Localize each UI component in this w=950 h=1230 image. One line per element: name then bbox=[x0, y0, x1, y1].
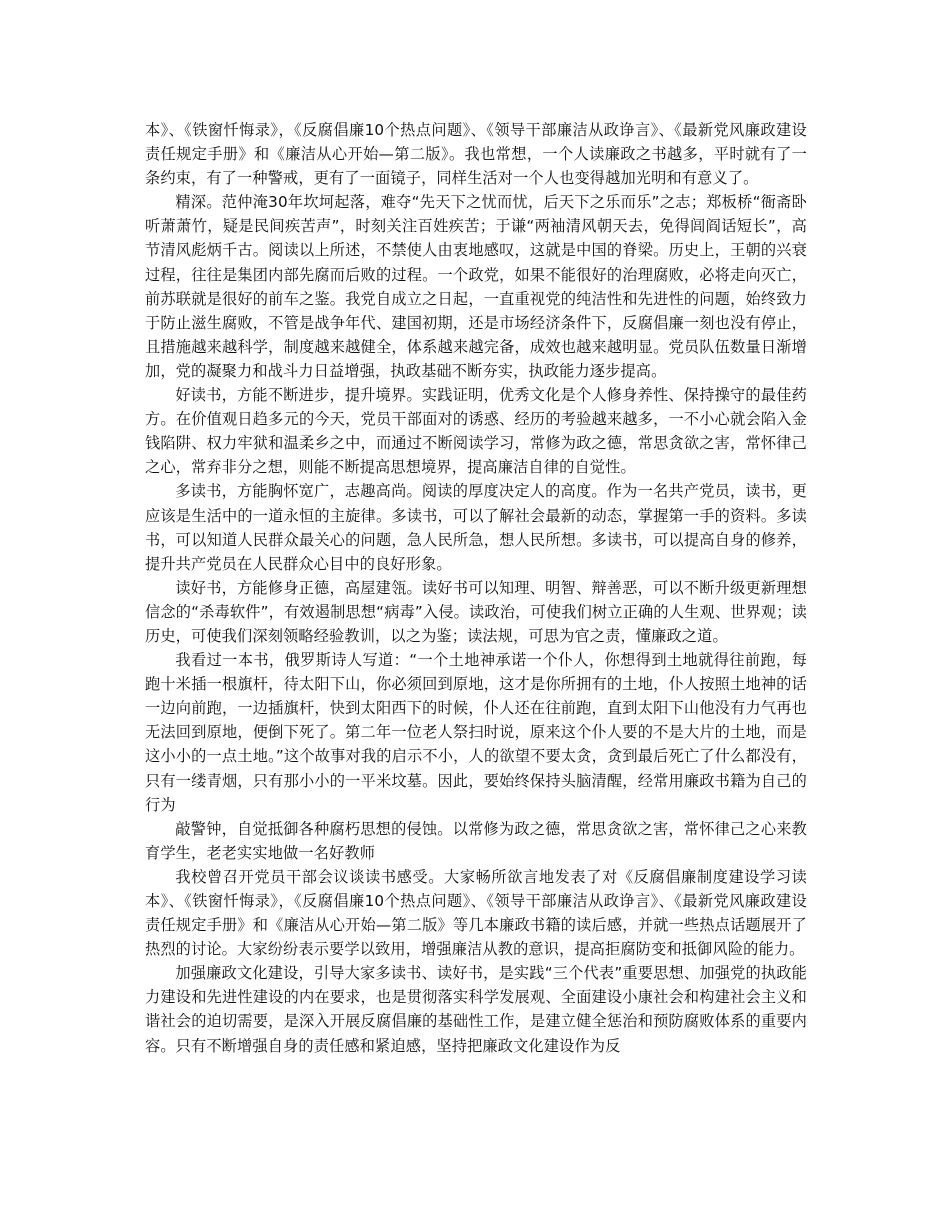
paragraph-5: 读好书，方能修身正德，高屋建瓴。读好书可以知理、明智、辩善恶，可以不断升级更新理想信念的“杀毒软件”，有效遏制思想“病毒”入侵。读政治，可使我们树立正确的人生观、世界观；读历史，可使我们深刻领略经验教训，以之为鉴；读法规，可思为官之责，懂廉政之道。 bbox=[145, 578, 807, 645]
paragraph-4: 多读书，方能胸怀宽广，志趣高尚。阅读的厚度决定人的高度。作为一名共产党员，读书，更应该是生活中的一道永恒的主旋律。多读书，可以了解社会最新的动态，掌握第一手的资料。多读书，可以知道人民群众最关心的问题，急人民所急，想人民所想。多读书，可以提高自身的修养，提升共产党员在人民群众心目中的良好形象。 bbox=[145, 482, 807, 573]
paragraph-2: 精深。范仲淹30年坎坷起落，难夺“先天下之忧而忧，后天下之乐而乐”之志；郑板桥“衙斋卧听萧萧竹，疑是民间疾苦声”，时刻关注百姓疾苦；于谦“两袖清风朝天去，免得闾阎话短长”，高节清风彪炳千古。阅读以上所述，不禁使人由衷地感叹，这就是中国的脊梁。历史上，王朝的兴衰过程，往往是集团内部先腐而后败的过程。一个政党，如果不能很好的治理腐败，必将走向灭亡，前苏联就是很好的前车之鉴。我党自成立之日起，一直重视党的纯洁性和先进性的问题，始终致力于防止滋生腐败，不管是战争年代、建国初期，还是市场经济条件下，反腐倡廉一刻也没有停止，且措施越来越科学，制度越来越健全，体系越来越完备，成效也越来越明显。党员队伍数量日渐增加，党的凝聚力和战斗力日益增强，执政基础不断夯实，执政能力逐步提高。 bbox=[145, 193, 807, 380]
document-page bbox=[145, 118, 807, 1058]
paragraph-6: 我看过一本书，俄罗斯诗人写道：“一个土地神承诺一个仆人，你想得到土地就得往前跑，每跑十米插一根旗杆，待太阳下山，你必须回到原地，这才是你所拥有的土地，仆人按照土地神的话一边向前跑，一边插旗杆，快到太阳西下的时候，仆人还在往前跑，直到太阳下山他没有力气再也无法回到原地，便倒下死了。第二年一位老人祭扫时说，原来这个仆人要的不是大片的土地，而是这小小的一点土地。”这个故事对我的启示不小，人的欲望不要太贪，贪到最后死亡了什么都没有，只有一缕青烟，只有那小小的一平米坟墓。因此，要始终保持头脑清醒，经常用廉政书籍为自己的行为 bbox=[145, 651, 807, 814]
paragraph-3: 好读书，方能不断进步，提升境界。实践证明，优秀文化是个人修身养性、保持操守的最佳药方。在价值观日趋多元的今天，党员干部面对的诱惑、经历的考验越来越多，一不小心就会陷入金钱陷阱、权力牢狱和温柔乡之中，而通过不断阅读学习，常修为政之德，常思贪欲之害，常怀律己之心，常弃非分之想，则能不断提高思想境界，提高廉洁自律的自觉性。 bbox=[145, 386, 807, 477]
paragraph-9: 加强廉政文化建设，引导大家多读书、读好书，是实践“三个代表”重要思想、加强党的执政能力建设和先进性建设的内在要求，也是贯彻落实科学发展观、全面建设小康社会和构建社会主义和谐社会的迫切需要，是深入开展反腐倡廉的基础性工作，是建立健全惩治和预防腐败体系的重要内容。只有不断增强自身的责任感和紧迫感，坚持把廉政文化建设作为反 bbox=[145, 964, 807, 1055]
paragraph-1: 本》、《铁窗忏悔录》，《反腐倡廉10个热点问题》、《领导干部廉洁从政诤言》、《最新党风廉政建设责任规定手册》和《廉洁从心开始—第二版》。我也常想，一个人读廉政之书越多，平时就有了一条约束，有了一种警戒，更有了一面镜子，同样生活对一个人也变得越加光明和有意义了。 bbox=[145, 121, 807, 188]
paragraph-7: 敲警钟，自觉抵御各种腐朽思想的侵蚀。以常修为政之德，常思贪欲之害，常怀律己之心来教育学生，老老实实地做一名好教师 bbox=[145, 819, 807, 862]
paragraph-8: 我校曾召开党员干部会议谈读书感受。大家畅所欲言地发表了对《反腐倡廉制度建设学习读本》、《铁窗忏悔录》，《反腐倡廉10个热点问题》、《领导干部廉洁从政诤言》、《最新党风廉政建设责任规定手册》和《廉洁从心开始—第二版》等几本廉政书籍的读后感，并就一些热点话题展开了热烈的讨论。大家纷纷表示要学以致用，增强廉洁从教的意识，提高拒腐防变和抵御风险的能力。 bbox=[145, 867, 807, 959]
